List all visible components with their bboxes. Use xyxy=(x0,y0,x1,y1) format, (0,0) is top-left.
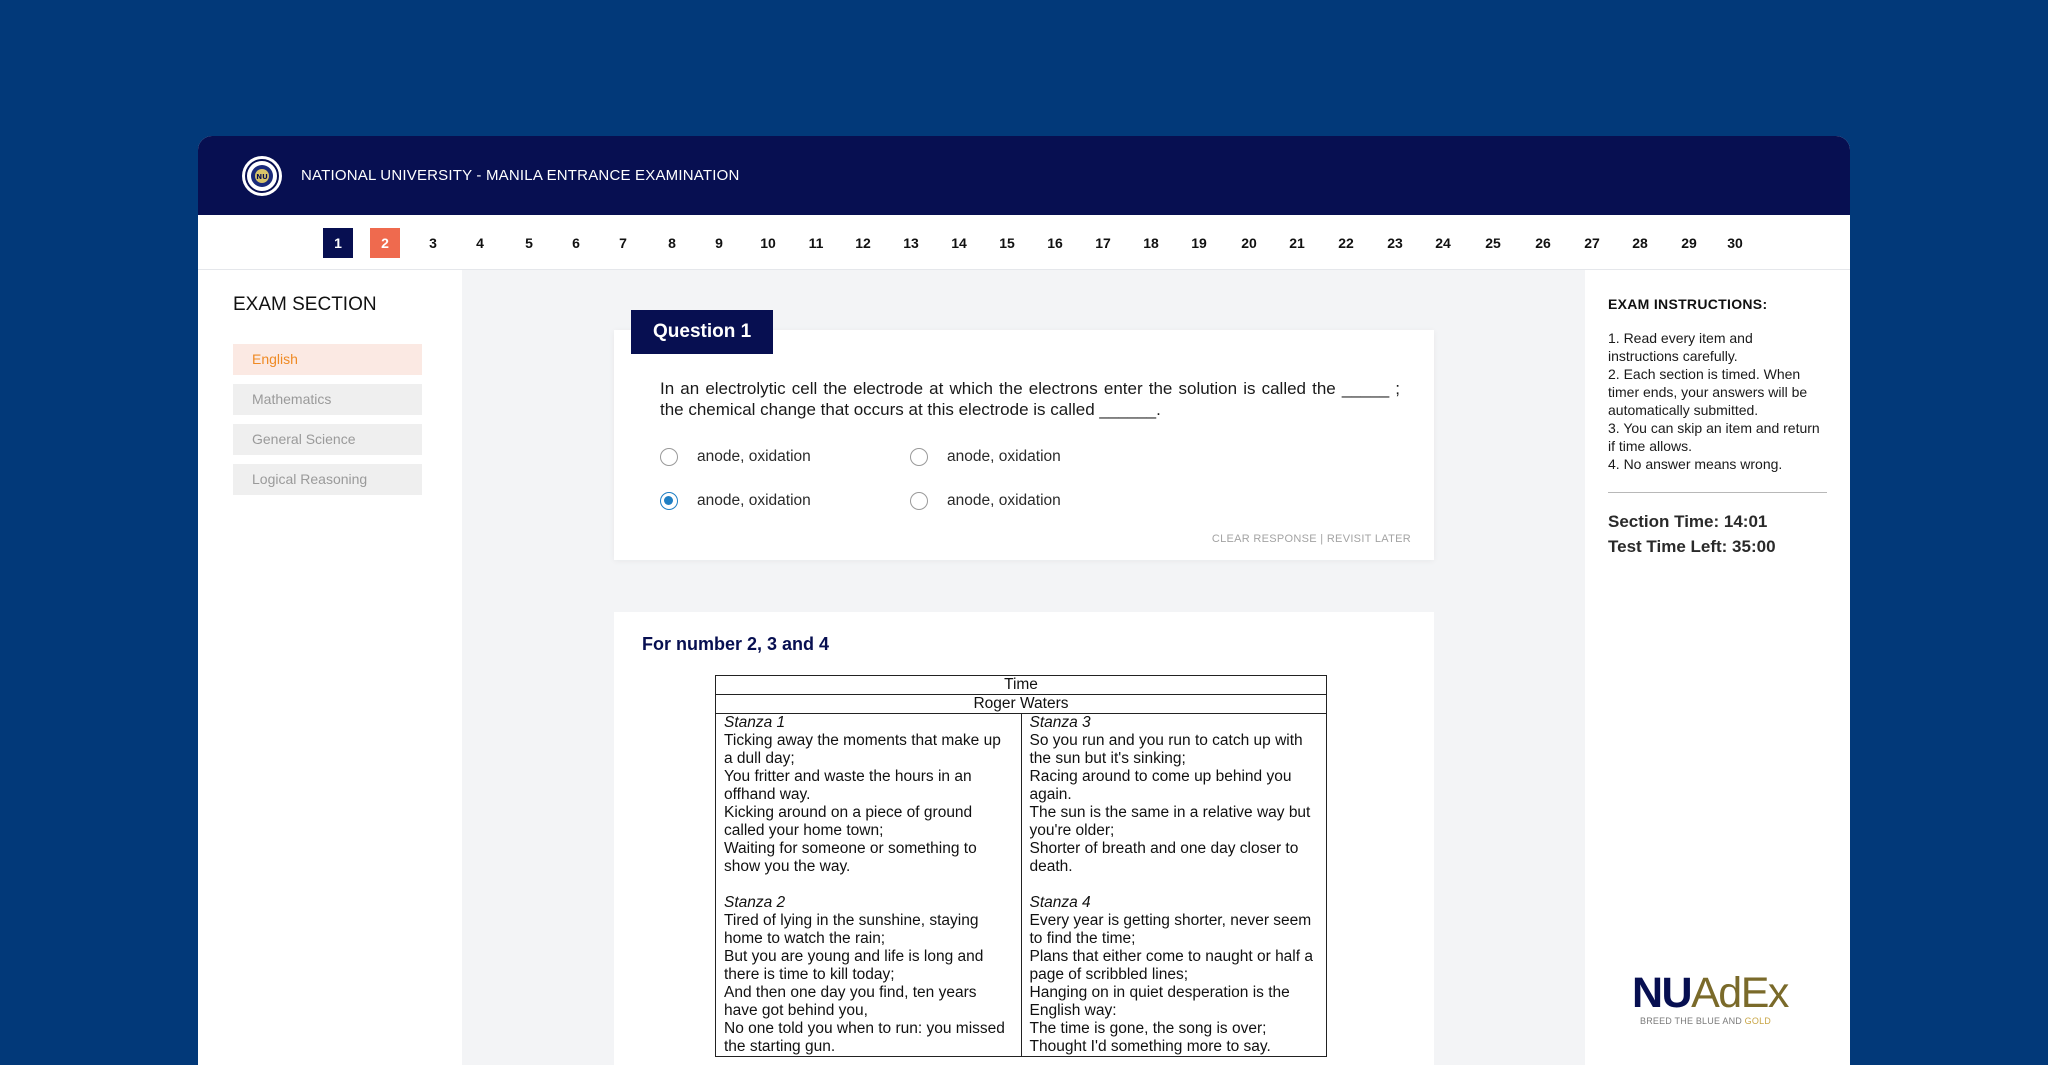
section-item-general-science[interactable]: General Science xyxy=(233,424,422,455)
option-label: anode, oxidation xyxy=(947,492,1061,509)
poem-title: Time xyxy=(716,676,1327,695)
poem-line: And then one day you find, ten years xyxy=(724,984,977,1001)
question-number-10[interactable]: 10 xyxy=(760,235,776,251)
revisit-later-link[interactable]: REVISIT LATER xyxy=(1326,533,1411,545)
question-number-18[interactable]: 18 xyxy=(1143,235,1159,251)
answer-option-b[interactable] xyxy=(910,448,1061,466)
poem-line: Kicking around on a piece of ground xyxy=(724,804,973,821)
poem-line: to find the time; xyxy=(1029,930,1136,947)
university-seal-icon xyxy=(242,156,282,196)
question-number-19[interactable]: 19 xyxy=(1191,235,1207,251)
stanza-heading: Stanza 4 xyxy=(1029,894,1091,911)
stanza-heading: Stanza 1 xyxy=(724,714,786,731)
section-time: Section Time: 14:01 xyxy=(1608,512,1768,531)
question-number-30[interactable]: 30 xyxy=(1727,235,1743,251)
question-area xyxy=(462,270,1585,1065)
app-header xyxy=(198,136,1850,215)
question-number-21[interactable]: 21 xyxy=(1289,235,1305,251)
poem-line: Plans that either come to naught or half a xyxy=(1029,948,1313,965)
answer-option-a[interactable] xyxy=(660,448,811,466)
poem-line: Thought I'd something more to say. xyxy=(1029,1038,1271,1055)
poem-line: Tired of lying in the sunshine, staying xyxy=(724,912,979,929)
section-item-logical-reasoning[interactable]: Logical Reasoning xyxy=(233,464,422,495)
question-number-25[interactable]: 25 xyxy=(1485,235,1501,251)
seal-text: NU xyxy=(256,172,268,181)
poem-line: show you the way. xyxy=(724,858,851,875)
stanza-gap xyxy=(724,876,1013,894)
question-number-27[interactable]: 27 xyxy=(1584,235,1600,251)
question-number-20[interactable]: 20 xyxy=(1241,235,1257,251)
instruction-item: 1. Read every item and instructions carefully. xyxy=(1608,330,1753,364)
poem-line: The sun is the same in a relative way but xyxy=(1029,804,1311,821)
question-number-1[interactable]: 1 xyxy=(323,228,353,258)
question-number-12[interactable]: 12 xyxy=(855,235,871,251)
poem-line: The time is gone, the song is over; xyxy=(1029,1020,1267,1037)
question-number-6[interactable]: 6 xyxy=(572,235,580,251)
question-number-23[interactable]: 23 xyxy=(1387,235,1403,251)
question-number-29[interactable]: 29 xyxy=(1681,235,1697,251)
exam-section-sidebar xyxy=(198,270,462,1065)
poem-line: No one told you when to run: you missed xyxy=(724,1020,1005,1037)
question-number-22[interactable]: 22 xyxy=(1338,235,1354,251)
question-number-15[interactable]: 15 xyxy=(999,235,1015,251)
stanza-gap xyxy=(1030,876,1319,894)
poem-line: offhand way. xyxy=(724,786,811,803)
answer-option-c[interactable] xyxy=(660,492,811,510)
poem-author: Roger Waters xyxy=(716,695,1327,714)
instructions-list xyxy=(1608,329,1827,473)
poem-line: death. xyxy=(1029,858,1073,875)
page-title: NATIONAL UNIVERSITY - MANILA ENTRANCE EXAMINATION xyxy=(301,167,740,184)
poem-line: home to watch the rain; xyxy=(724,930,886,947)
option-label: anode, oxidation xyxy=(697,448,811,465)
poem-line: there is time to kill today; xyxy=(724,966,895,983)
poem-line: the sun but it's sinking; xyxy=(1029,750,1186,767)
question-number-14[interactable]: 14 xyxy=(951,235,967,251)
passage-card xyxy=(614,612,1434,1065)
radio-button[interactable] xyxy=(910,448,928,466)
question-navigator xyxy=(198,215,1850,270)
poem-table xyxy=(715,675,1327,1057)
poem-line: Hanging on in quiet desperation is the xyxy=(1029,984,1290,1001)
poem-line: the starting gun. xyxy=(724,1038,836,1055)
question-badge: Question 1 xyxy=(631,310,773,354)
logo-adex: AdEx xyxy=(1691,969,1788,1017)
instructions-title: EXAM INSTRUCTIONS: xyxy=(1608,296,1768,312)
instruction-item: 3. You can skip an item and return if time allows. xyxy=(1608,420,1820,454)
test-time-left: Test Time Left: 35:00 xyxy=(1608,537,1776,556)
poem-line: again. xyxy=(1029,786,1072,803)
stanza-heading: Stanza 2 xyxy=(724,894,786,911)
instructions-panel xyxy=(1585,270,1850,1065)
option-label: anode, oxidation xyxy=(947,448,1061,465)
question-number-2[interactable]: 2 xyxy=(370,228,400,258)
answer-option-d[interactable] xyxy=(910,492,1061,510)
poem-line: Ticking away the moments that make up xyxy=(724,732,1001,749)
radio-button[interactable] xyxy=(660,448,678,466)
poem-line: Racing around to come up behind you xyxy=(1029,768,1292,785)
question-text: In an electrolytic cell the electrode at which the electrons enter the solution is called the _____ ; the chemical change that occurs at this electrode is called ______. xyxy=(660,379,1400,419)
poem-line: Shorter of breath and one day closer to xyxy=(1029,840,1299,857)
poem-line: But you are young and life is long and xyxy=(724,948,984,965)
question-number-8[interactable]: 8 xyxy=(668,235,676,251)
tagline-gold: GOLD xyxy=(1744,1016,1771,1026)
question-number-16[interactable]: 16 xyxy=(1047,235,1063,251)
question-number-9[interactable]: 9 xyxy=(715,235,723,251)
question-number-26[interactable]: 26 xyxy=(1535,235,1551,251)
poem-line: Waiting for someone or something to xyxy=(724,840,977,857)
timer-block xyxy=(1608,509,1827,559)
question-number-11[interactable]: 11 xyxy=(808,235,824,251)
question-number-3[interactable]: 3 xyxy=(429,235,437,251)
section-item-english[interactable]: English xyxy=(233,344,422,375)
question-number-4[interactable]: 4 xyxy=(476,235,484,251)
logo-wordmark xyxy=(1632,970,1812,1016)
instruction-item: 4. No answer means wrong. xyxy=(1608,456,1783,472)
radio-button-selected[interactable] xyxy=(660,492,678,510)
clear-response-link[interactable]: CLEAR RESPONSE xyxy=(1211,533,1317,545)
exam-window xyxy=(198,136,1850,1065)
logo-nu: NU xyxy=(1632,969,1692,1017)
question-number-24[interactable]: 24 xyxy=(1435,235,1451,251)
poem-right-column xyxy=(1021,714,1327,1057)
nuadex-logo xyxy=(1632,970,1812,1026)
poem-line: So you run and you run to catch up with xyxy=(1029,732,1303,749)
radio-button[interactable] xyxy=(910,492,928,510)
divider xyxy=(1608,492,1827,493)
question-number-5[interactable]: 5 xyxy=(525,235,533,251)
option-label: anode, oxidation xyxy=(697,492,811,509)
poem-line: have got behind you, xyxy=(724,1002,868,1019)
question-card xyxy=(614,330,1434,560)
poem-line: English way: xyxy=(1029,1002,1117,1019)
poem-line: a dull day; xyxy=(724,750,795,767)
poem-line: You fritter and waste the hours in an xyxy=(724,768,972,785)
stanza-heading: Stanza 3 xyxy=(1029,714,1091,731)
instruction-item: 2. Each section is timed. When timer ends, your answers will be automatically submitted. xyxy=(1608,366,1808,418)
poem-left-column xyxy=(716,714,1022,1057)
logo-tagline xyxy=(1640,1016,1812,1026)
question-number-13[interactable]: 13 xyxy=(903,235,919,251)
poem-line: page of scribbled lines; xyxy=(1029,966,1189,983)
poem-line: you're older; xyxy=(1029,822,1115,839)
action-separator: | xyxy=(1316,533,1327,545)
question-number-28[interactable]: 28 xyxy=(1632,235,1648,251)
question-actions xyxy=(1212,533,1411,545)
question-number-17[interactable]: 17 xyxy=(1095,235,1111,251)
poem-line: Every year is getting shorter, never seem xyxy=(1029,912,1312,929)
question-number-list xyxy=(198,215,1850,270)
section-list xyxy=(233,344,462,495)
question-number-7[interactable]: 7 xyxy=(619,235,627,251)
poem-line: called your home town; xyxy=(724,822,884,839)
sidebar-title: EXAM SECTION xyxy=(233,294,377,315)
tagline-main: BREED THE BLUE AND xyxy=(1640,1016,1745,1026)
exam-body xyxy=(198,270,1850,1065)
section-item-mathematics[interactable]: Mathematics xyxy=(233,384,422,415)
passage-title: For number 2, 3 and 4 xyxy=(642,634,830,654)
